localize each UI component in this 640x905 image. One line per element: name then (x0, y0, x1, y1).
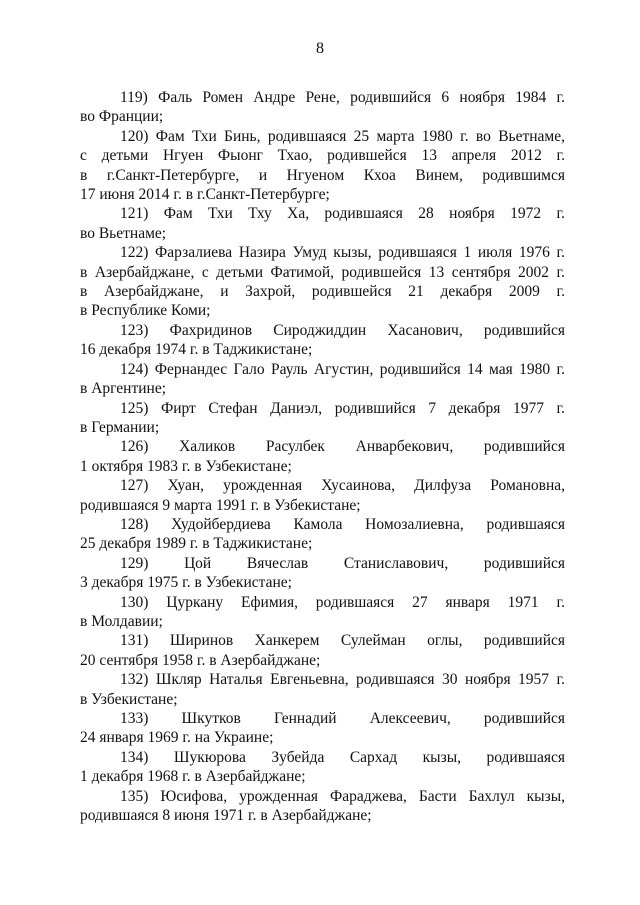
entry-line: с детьми Нгуен Фыонг Тхао, родившейся 13 апреля 2012 г. (80, 147, 565, 165)
list-item (80, 476, 565, 515)
entry-line: 129) Цой Вячеслав Станиславович, родившийся (120, 554, 565, 572)
entry-line: в Республике Коми; (80, 302, 211, 320)
list-item (80, 748, 565, 787)
entry-line: во Франции; (80, 108, 164, 126)
list-item (80, 787, 565, 826)
entry-line: в Германии; (80, 418, 160, 436)
entry-line: 135) Юсифова, урожденная Фараджева, Басти Бахлул кызы, (120, 787, 565, 805)
list-item (80, 515, 565, 554)
list-item (80, 360, 565, 399)
list-item (80, 321, 565, 360)
list-item (80, 593, 565, 632)
entry-line: в г.Санкт-Петербурге, и Нгуеном Кхоа Винем, родившимся (80, 166, 565, 184)
list-item (80, 670, 565, 709)
entry-line: 125) Фирт Стефан Даниэл, родившийся 7 декабря 1977 г. (120, 399, 565, 417)
entry-line: 123) Фахридинов Сироджиддин Хасанович, родившийся (120, 321, 565, 339)
list-item (80, 554, 565, 593)
entry-line: в Азербайджане, и Захрой, родившейся 21 декабря 2009 г. (80, 283, 565, 301)
list-item (80, 631, 565, 670)
entry-line: 119) Фаль Ромен Андре Рене, родившийся 6 ноября 1984 г. (120, 89, 565, 106)
entry-line: 16 декабря 1974 г. в Таджикистане; (80, 341, 313, 359)
entry-line: в Азербайджане, с детьми Фатимой, родившейся 13 сентября 2002 г. (80, 263, 565, 281)
entry-line: 130) Цуркану Ефимия, родившаяся 27 января 1971 г. (120, 593, 565, 611)
list-item (80, 127, 565, 205)
entry-line: в Молдавии; (80, 612, 163, 630)
entry-line: 134) Шукюрова Зубейда Сархад кызы, родившаяся (120, 748, 565, 766)
list-item (80, 399, 565, 438)
list-item (80, 88, 565, 127)
entry-line: 133) Шкутков Геннадий Алексеевич, родившийся (120, 710, 565, 727)
entry-line: 128) Худойбердиева Камола Номозалиевна, родившаяся (120, 515, 565, 533)
entry-line: 17 июня 2014 г. в г.Санкт-Петербурге; (80, 186, 330, 204)
entry-line: 122) Фарзалиева Назира Умуд кызы, родившаяся 1 июля 1976 г. (120, 244, 565, 262)
list-item (80, 709, 565, 748)
entry-line: 1 декабря 1968 г. в Азербайджане; (80, 768, 306, 786)
entry-line: в Узбекистане; (80, 690, 178, 708)
entry-line: 120) Фам Тхи Бинь, родившаяся 25 марта 1980 г. во Вьетнаме, (120, 127, 565, 145)
list-item (80, 204, 565, 243)
entry-line: 3 декабря 1975 г. в Узбекистане; (80, 574, 292, 592)
entry-line: 124) Фернандес Гало Рауль Агустин, родившийся 14 мая 1980 г. (120, 360, 565, 378)
list-item (80, 243, 565, 321)
entry-line: 1 октября 1983 г. в Узбекистане; (80, 457, 292, 475)
entry-line: 121) Фам Тхи Тху Ха, родившаяся 28 ноября 1972 г. (120, 205, 565, 223)
entry-line: 25 декабря 1989 г. в Таджикистане; (80, 535, 313, 553)
entry-line: 131) Ширинов Ханкерем Сулейман оглы, родившийся (120, 632, 565, 650)
entry-line: 132) Шкляр Наталья Евгеньевна, родившаяся 30 ноября 1957 г. (120, 671, 565, 689)
entry-line: 126) Халиков Расулбек Анварбекович, родившийся (120, 438, 565, 456)
entry-line: 20 сентября 1958 г. в Азербайджане; (80, 651, 321, 669)
entry-line: родившаяся 9 марта 1991 г. в Узбекистане; (80, 496, 361, 514)
page-number: 8 (316, 40, 324, 57)
entry-line: 127) Хуан, урожденная Хусаинова, Дилфуза Романовна, (120, 477, 565, 495)
entry-list (80, 88, 565, 825)
entry-line: во Вьетнаме; (80, 224, 167, 242)
entry-line: 24 января 1969 г. на Украине; (80, 729, 274, 747)
entry-line: родившаяся 8 июня 1971 г. в Азербайджане; (80, 807, 372, 825)
list-item (80, 437, 565, 476)
entry-line: в Аргентине; (80, 380, 167, 398)
